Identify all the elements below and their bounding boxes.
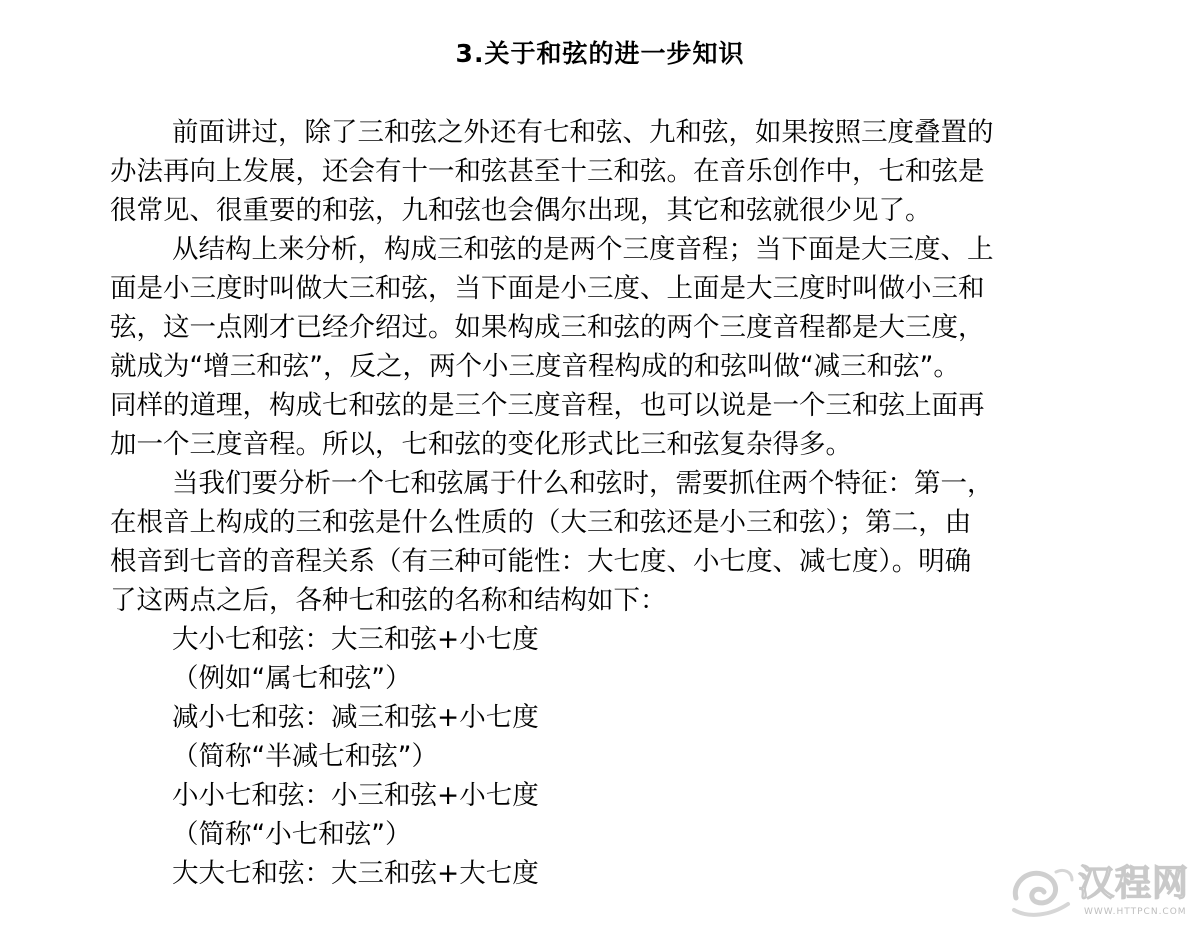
watermark-logo-icon (1006, 858, 1078, 922)
paragraph-line: 办法再向上发展，还会有十一和弦甚至十三和弦。在音乐创作中，七和弦是 (110, 156, 985, 187)
chord-definition: 小小七和弦：小三和弦+小七度 (172, 780, 539, 811)
watermark (1006, 858, 1190, 926)
chord-note: （简称“小七和弦”） (172, 819, 412, 850)
paragraph-line: 就成为“增三和弦”，反之，两个小三度音程构成的和弦叫做“减三和弦”。 (110, 351, 960, 382)
chord-definition: 大大七和弦：大三和弦+大七度 (172, 858, 539, 889)
chord-definition: 减小七和弦：减三和弦+小七度 (172, 702, 539, 733)
chord-note: （简称“半减七和弦”） (172, 741, 438, 772)
paragraph-line: 弦，这一点刚才已经介绍过。如果构成三和弦的两个三度音程都是大三度， (110, 312, 985, 343)
chord-definition: 大小七和弦：大三和弦+小七度 (172, 624, 539, 655)
paragraph-line: 面是小三度时叫做大三和弦，当下面是小三度、上面是大三度时叫做小三和 (110, 273, 985, 304)
paragraph-line: 了这两点之后，各种七和弦的名称和结构如下： (110, 585, 667, 616)
paragraph-line: 根音到七音的音程关系（有三种可能性：大七度、小七度、减七度）。明确 (110, 546, 972, 577)
paragraph-line: 从结构上来分析，构成三和弦的是两个三度音程；当下面是大三度、上 (172, 234, 994, 265)
paragraph-line: 同样的道理，构成七和弦的是三个三度音程，也可以说是一个三和弦上面再 (110, 390, 985, 421)
paragraph-line: 当我们要分析一个七和弦属于什么和弦时，需要抓住两个特征：第一， (172, 468, 994, 499)
paragraph-line: 很常见、很重要的和弦，九和弦也会偶尔出现，其它和弦就很少见了。 (110, 195, 932, 226)
paragraph-line: 加一个三度音程。所以，七和弦的变化形式比三和弦复杂得多。 (110, 429, 852, 460)
watermark-url: WWW.HTTPCN.COM (1084, 907, 1187, 917)
paragraph-line: 在根音上构成的三和弦是什么性质的（大三和弦还是小三和弦）；第二，由 (110, 507, 972, 538)
section-title: 3.关于和弦的进一步知识 (455, 39, 745, 68)
paragraph-line: 前面讲过，除了三和弦之外还有七和弦、九和弦，如果按照三度叠置的 (172, 117, 994, 148)
chord-note: （例如“属七和弦”） (172, 663, 412, 694)
watermark-text: 汉程网 (1078, 863, 1190, 904)
